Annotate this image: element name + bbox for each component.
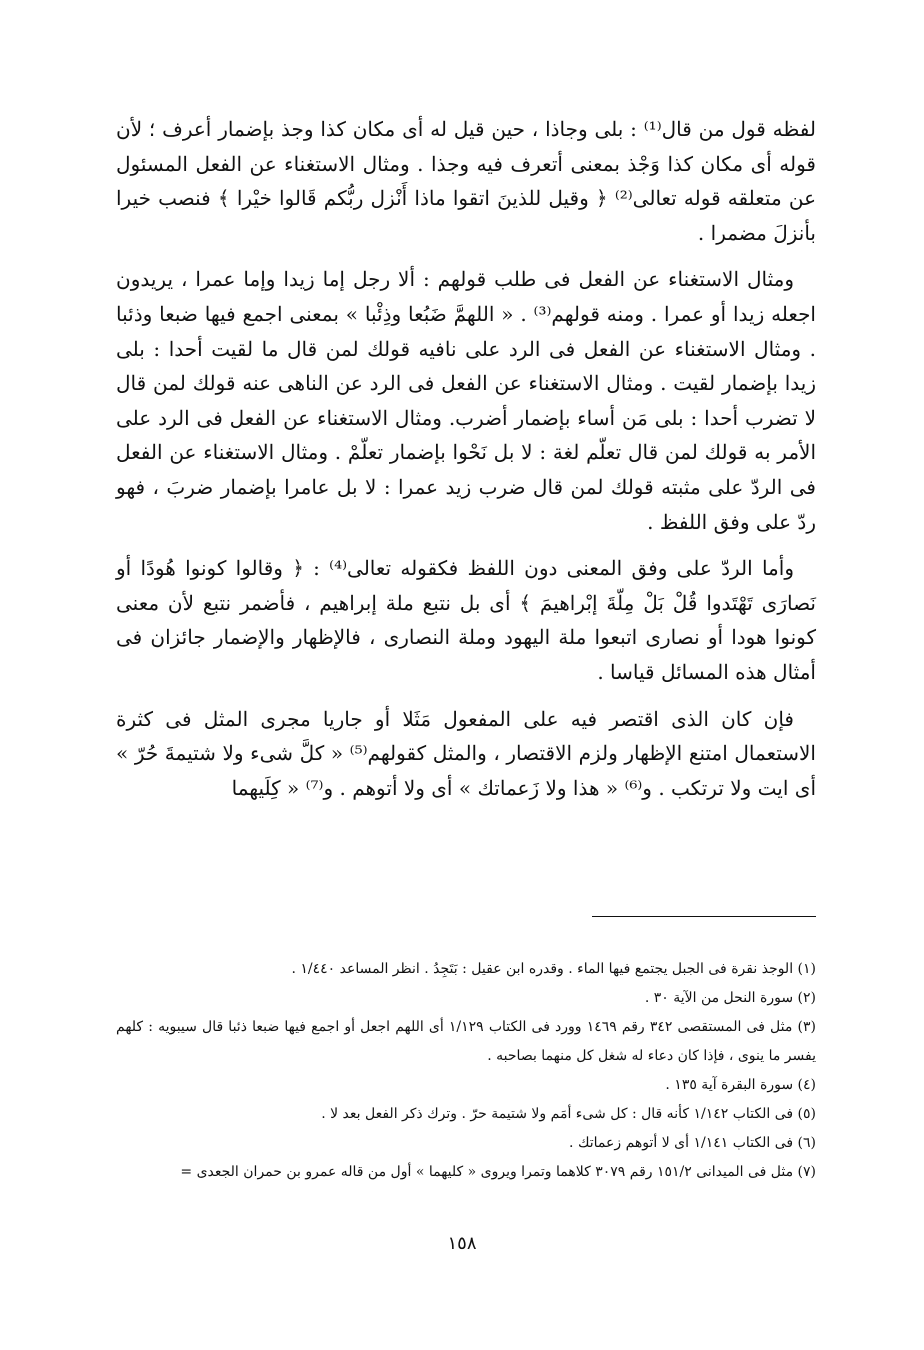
footnote-separator bbox=[592, 916, 816, 917]
footnote-4: (٤) سورة البقرة آية ١٣٥ . bbox=[665, 1077, 816, 1093]
footnote-6: (٦) فى الكتاب ١/١٤١ أى لا أتوهم زعماتك . bbox=[569, 1135, 816, 1151]
paragraph-3: وأما الردّ على وفق المعنى دون اللفظ فكقوله تعالى⁽⁴⁾ : ﴿ وقالوا كونوا هُودًا أو نَصارَى تَهْتَدوا قُلْ بَلْ مِلّةَ إبْراهيمَ ﴾ أى بل نتبع ملة إبراهيم ، فأضمر نتبع لأن معنى كونوا هودا أو نصارى اتبعوا ملة اليهود وملة النصارى ، فالإظهار والإضمار جائزان فى أمثال هذه المسائل قياسا . bbox=[116, 556, 816, 684]
paragraph-4: فإن كان الذى اقتصر فيه على المفعول مَثَلا أو جاريا مجرى المثل فى كثرة الاستعمال امتنع الإظهار ولزم الاقتصار ، والمثل كقولهم⁽⁵⁾ « كلَّ شىء ولا شتيمةَ حُرّ » أى ايت ولا ترتكب . و⁽⁶⁾ « هذا ولا زَعماتك » أى ولا أتوهم . و⁽⁷⁾ « كِلَيهما bbox=[116, 706, 816, 800]
paragraph-2: ومثال الاستغناء عن الفعل فى طلب قولهم : ألا رجل إما زيدا وإما عمرا ، يريدون اجعله زيدا أو عمرا . ومنه قولهم⁽³⁾ . « اللهمَّ ضَبُعا وذِئْبا » بمعنى اجمع فيها ضبعا وذئبا . ومثال الاستغناء عن الفعل فى الرد على نافيه قولك لمن قال ما لقيت أحدا : بلى زيدا بإضمار لقيت . ومثال الاستغناء عن الفعل فى الرد عن الناهى عنه قولك لمن قال لا تضرب أحدا : بلى مَن أساء بإضمار أضرب. ومثال الاستغناء عن الفعل فى الرد على الأمر به قولك لمن قال تعلّم لغة : لا بل نَحْوا بإضمار تعلّمْ . ومثال الاستغناء عن الفعل فى الردّ على مثبته قولك لمن قال ضرب زيد عمرا : لا بل عامرا بإضمار ضربَ ، فهو ردّ على وفق اللفظ . bbox=[116, 267, 816, 534]
main-text bbox=[116, 112, 816, 817]
footnote-3: (٣) مثل فى المستقصى ٣٤٢ رقم ١٤٦٩ وورد فى الكتاب ١/١٢٩ أى اللهم اجعل أو اجمع فيها ضبعا ذئبا قال سيبويه : كلهم يفسر ما ينوى ، فإذا كان دعاء له شغل كل منهما بصاحبه . bbox=[116, 1019, 816, 1064]
footnotes bbox=[116, 955, 816, 1187]
paragraph-1: لفظه قول من قال⁽¹⁾ : بلى وجاذا ، حين قيل له أى مكان كذا وجذ بإضمار أعرف ؛ لأن قوله أى مكان كذا وَجْذ بمعنى أتعرف فيه وجذا . ومثال الاستغناء عن الفعل المسئول عن متعلقه قوله تعالى⁽²⁾ ﴿ وقيل للذينَ اتقوا ماذا أَنْزل ربُّكم قَالوا خيْرا ﴾ فنصب خيرا بأنزلَ مضمرا . bbox=[116, 117, 817, 245]
page-number: ١٥٨ bbox=[447, 1233, 477, 1254]
footnote-2: (٢) سورة النحل من الآية ٣٠ . bbox=[644, 990, 816, 1006]
footnote-5: (٥) فى الكتاب ١/١٤٢ كأنه قال : كل شىء أمَم ولا شتيمة حرّ . وترك ذكر الفعل بعد لا . bbox=[321, 1106, 816, 1122]
footnote-7: (٧) مثل فى الميدانى ١٥١/٢ رقم ٣٠٧٩ كلاهما وتمرا ويروى « كليهما » أول من قاله عمرو بن حمران الجعدى = bbox=[180, 1164, 816, 1180]
footnote-1: (١) الوجذ نقرة فى الجبل يجتمع فيها الماء . وقدره ابن عقيل : بَتَجِدُ . انظر المساعد ١/٤٤٠ . bbox=[291, 961, 816, 977]
